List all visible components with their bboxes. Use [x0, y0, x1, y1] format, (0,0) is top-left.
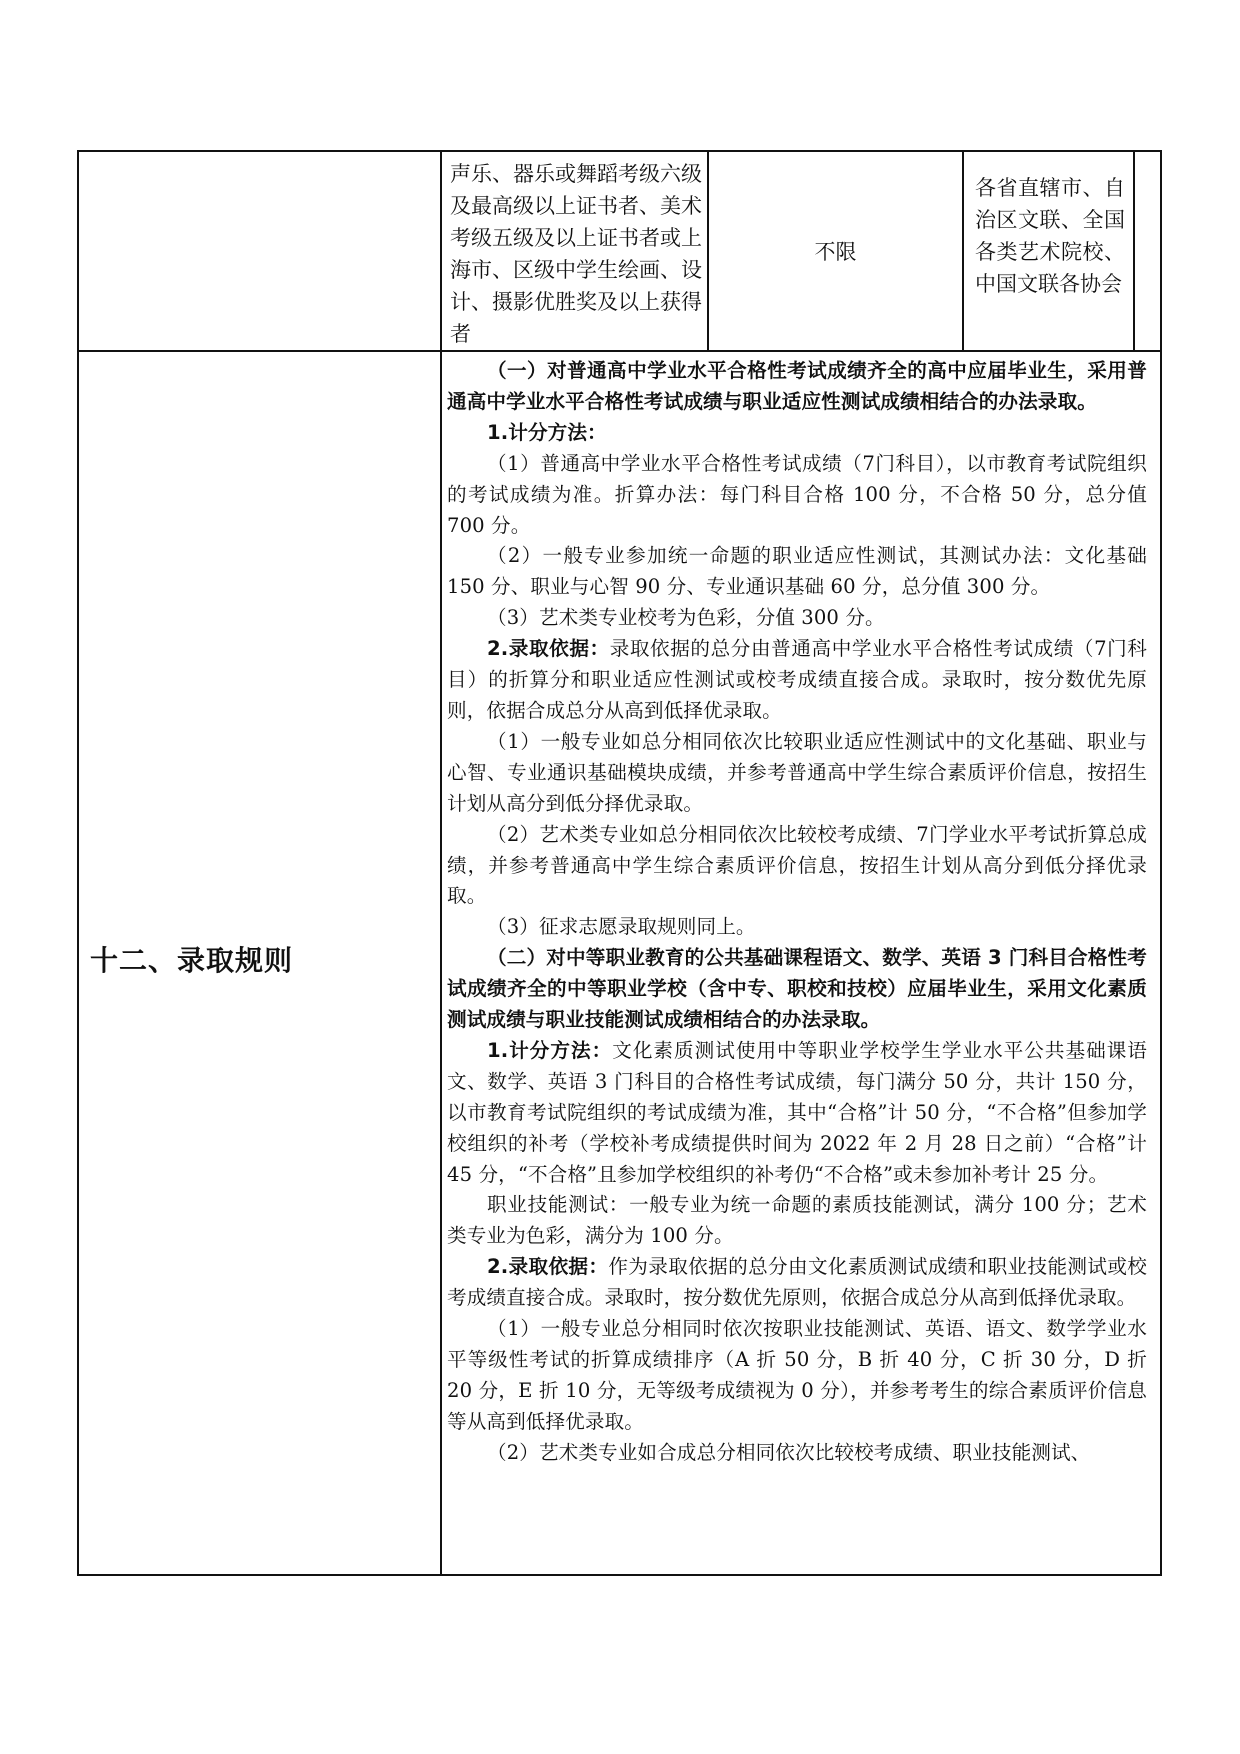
section-title: 十二、录取规则: [90, 944, 294, 977]
rule-text: （2）一般专业参加统一命题的职业适应性测试，其测试办法：文化基础 150 分、职业与心智 90 分、专业通识基础 60 分，总分值 300 分。: [447, 544, 1147, 599]
requirement-text: 声乐、器乐或舞蹈考级六级及最高级以上证书者、美术考级五级及以上证书者或上海市、区级中学生绘画、设计、摄影优胜奖及以上获得者: [450, 162, 702, 346]
rule-heading: 2.录取依据：: [487, 637, 610, 661]
rule-text: （2）艺术类专业如总分相同依次比较校考成绩、7门学业水平考试折算总成绩，并参考普通高中学生综合素质评价信息，按招生计划从高分到低分择优录取。: [447, 822, 1147, 908]
rule-heading: 1.计分方法：: [487, 420, 607, 444]
rule-paragraph: [447, 1252, 1147, 1314]
rule-text: 作为录取依据的总分由文化素质测试成绩和职业技能测试或校考成绩直接合成。录取时，按分数优先原则，依据合成总分从高到低择优录取。: [447, 1255, 1147, 1310]
rule-heading: （二）对中等职业教育的公共基础课程语文、数学、英语 3 门科目合格性考试成绩齐全的中等职业学校（含中专、职校和技校）应届毕业生，采用文化素质测试成绩与职业技能测试成绩相结合的办法录取。: [447, 946, 1147, 1032]
issuer-text: 各省直辖市、自治区文联、全国各类艺术院校、中国文联各协会: [975, 176, 1125, 296]
section-body: [447, 356, 1147, 1469]
admission-table: [77, 150, 1162, 1576]
rule-paragraph: [447, 1190, 1147, 1252]
requirement-cell: [450, 158, 702, 350]
rule-paragraph: [447, 418, 1147, 449]
rule-paragraph: [447, 634, 1147, 727]
section-row: [79, 352, 1160, 1574]
rule-text: （3）征求志愿录取规则同上。: [487, 915, 756, 939]
rule-paragraph: [447, 1036, 1147, 1191]
rule-heading: （一）对普通高中学业水平合格性考试成绩齐全的高中应届毕业生，采用普通高中学业水平合格性考试成绩与职业适应性测试成绩相结合的办法录取。: [447, 359, 1147, 413]
limit-cell: [709, 236, 962, 268]
column-divider: [1133, 152, 1135, 350]
rule-heading: 2.录取依据：: [487, 1255, 609, 1279]
rule-paragraph: [447, 449, 1147, 542]
rule-paragraph: [447, 820, 1147, 913]
rule-paragraph: [447, 1314, 1147, 1438]
rule-paragraph: [447, 541, 1147, 603]
column-divider: [962, 152, 964, 350]
rule-paragraph: [447, 1438, 1147, 1469]
rule-text: 文化素质测试使用中等职业学校学生学业水平公共基础课语文、数学、英语 3 门科目的合格性考试成绩，每门满分 50 分，共计 150 分，以市教育考试院组织的考试成绩为准，其中“合格”计 50 分，“不合格”但参加学校组织的补考（学校补考成绩提供时间为 2022 年 2 月 28 日之前）“合格”计 45 分，“不合格”且参加学校组织的补考仍“不合格”或未参加补考计 25 分。: [447, 1038, 1147, 1186]
rule-text: 录取依据的总分由普通高中学业水平合格性考试成绩（7门科目）的折算分和职业适应性测试或校考成绩直接合成。录取时，按分数优先原则，依据合成总分从高到低择优录取。: [447, 637, 1147, 722]
rule-paragraph: [447, 356, 1147, 418]
limit-text: 不限: [814, 240, 857, 264]
rule-paragraph: [447, 943, 1147, 1036]
issuer-cell: [975, 172, 1125, 300]
rule-text: （1）一般专业如总分相同依次比较职业适应性测试中的文化基础、职业与心智、专业通识基础模块成绩，并参考普通高中学生综合素质评价信息，按招生计划从高分到低分择优录取。: [447, 729, 1147, 815]
rule-text: （2）艺术类专业如合成总分相同依次比较校考成绩、职业技能测试、: [487, 1440, 1091, 1464]
rule-text: （3）艺术类专业校考为色彩，分值 300 分。: [487, 606, 885, 630]
rule-paragraph: [447, 727, 1147, 820]
rule-paragraph: [447, 912, 1147, 943]
rule-text: 职业技能测试：一般专业为统一命题的素质技能测试，满分 100 分；艺术类专业为色彩，满分为 100 分。: [447, 1193, 1147, 1248]
rule-paragraph: [447, 603, 1147, 634]
rule-text: （1）一般专业总分相同时依次按职业技能测试、英语、语文、数学学业水平等级性考试的折算成绩排序（A 折 50 分，B 折 40 分，C 折 30 分，D 折 20 分，E 折 10 分，无等级考成绩视为 0 分），并参考考生的综合素质评价信息等从高到低择优录取。: [447, 1317, 1147, 1433]
rule-heading: 1.计分方法：: [487, 1038, 613, 1062]
rule-text: （1）普通高中学业水平合格性考试成绩（7门科目），以市教育考试院组织的考试成绩为准。折算办法：每门科目合格 100 分，不合格 50 分，总分值 700 分。: [447, 451, 1147, 537]
